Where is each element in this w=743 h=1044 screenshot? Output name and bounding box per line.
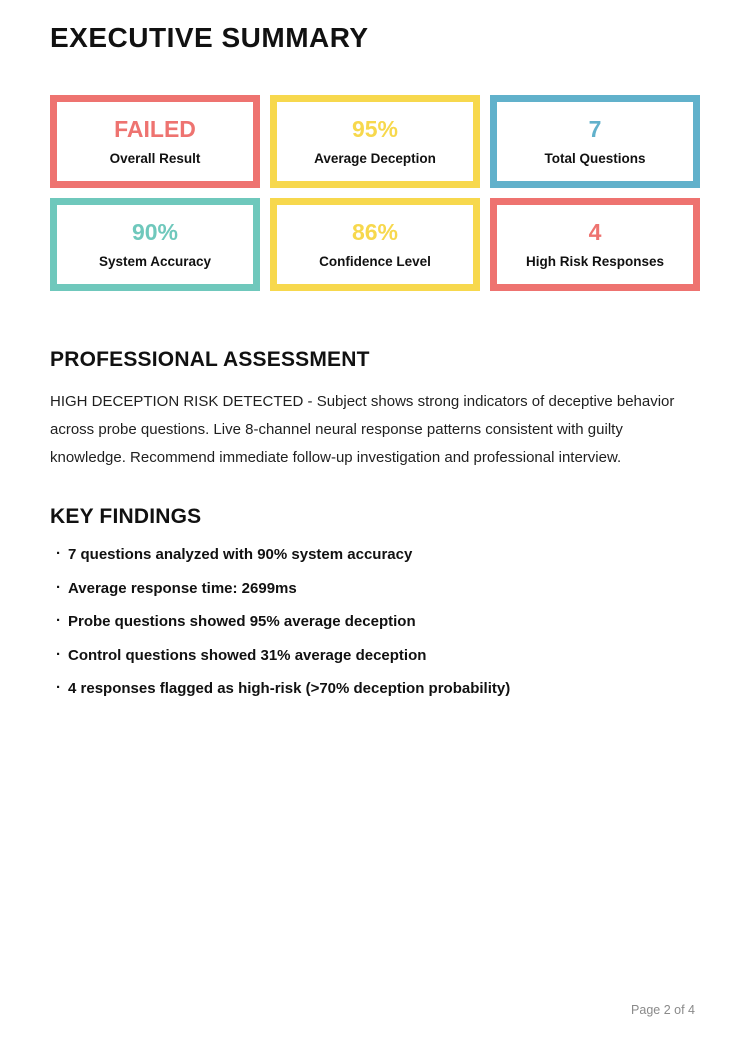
stat-value-system-accuracy: 90% bbox=[131, 218, 179, 245]
stat-label-total-questions: Total Questions bbox=[544, 150, 646, 166]
page-number: Page 2 of 4 bbox=[631, 1003, 695, 1017]
stat-value-total-questions: 7 bbox=[588, 115, 602, 142]
stat-card-confidence-level bbox=[270, 198, 480, 291]
stat-card-average-deception bbox=[270, 95, 480, 188]
page-title: EXECUTIVE SUMMARY bbox=[50, 22, 369, 53]
stat-label-overall-result: Overall Result bbox=[109, 150, 201, 166]
stat-label-average-deception: Average Deception bbox=[314, 150, 436, 166]
stat-value-overall-result: FAILED bbox=[114, 115, 196, 142]
stat-label-confidence-level: Confidence Level bbox=[319, 253, 431, 269]
stat-card-high-risk-responses bbox=[490, 198, 700, 291]
stat-cards-grid bbox=[50, 95, 700, 291]
finding-item: · 4 responses flagged as high-risk (>70% deception probability) bbox=[50, 681, 697, 696]
stat-value-high-risk-responses: 4 bbox=[588, 218, 602, 245]
finding-item: · 7 questions analyzed with 90% system accuracy bbox=[50, 547, 697, 562]
finding-item: · Control questions showed 31% average deception bbox=[50, 648, 697, 663]
stat-label-high-risk-responses: High Risk Responses bbox=[525, 253, 665, 269]
stat-value-confidence-level: 86% bbox=[351, 218, 399, 245]
stat-card-system-accuracy bbox=[50, 198, 260, 291]
finding-item: · Average response time: 2699ms bbox=[50, 581, 697, 596]
stat-card-total-questions bbox=[490, 95, 700, 188]
assessment-heading: PROFESSIONAL ASSESSMENT bbox=[50, 348, 370, 371]
assessment-body-text: HIGH DECEPTION RISK DETECTED - Subject shows strong indicators of deceptive behavior across probe questions. Live 8-channel neural response patterns consistent with guilty knowledge. Recommend immediate follow-up investigation and professional interview. bbox=[50, 393, 675, 466]
stat-card-overall-result bbox=[50, 95, 260, 188]
stat-value-average-deception: 95% bbox=[351, 115, 399, 142]
stat-label-system-accuracy: System Accuracy bbox=[98, 253, 212, 269]
key-findings-heading: KEY FINDINGS bbox=[50, 505, 202, 528]
key-findings-list bbox=[50, 547, 697, 696]
finding-item: · Probe questions showed 95% average deception bbox=[50, 614, 697, 629]
